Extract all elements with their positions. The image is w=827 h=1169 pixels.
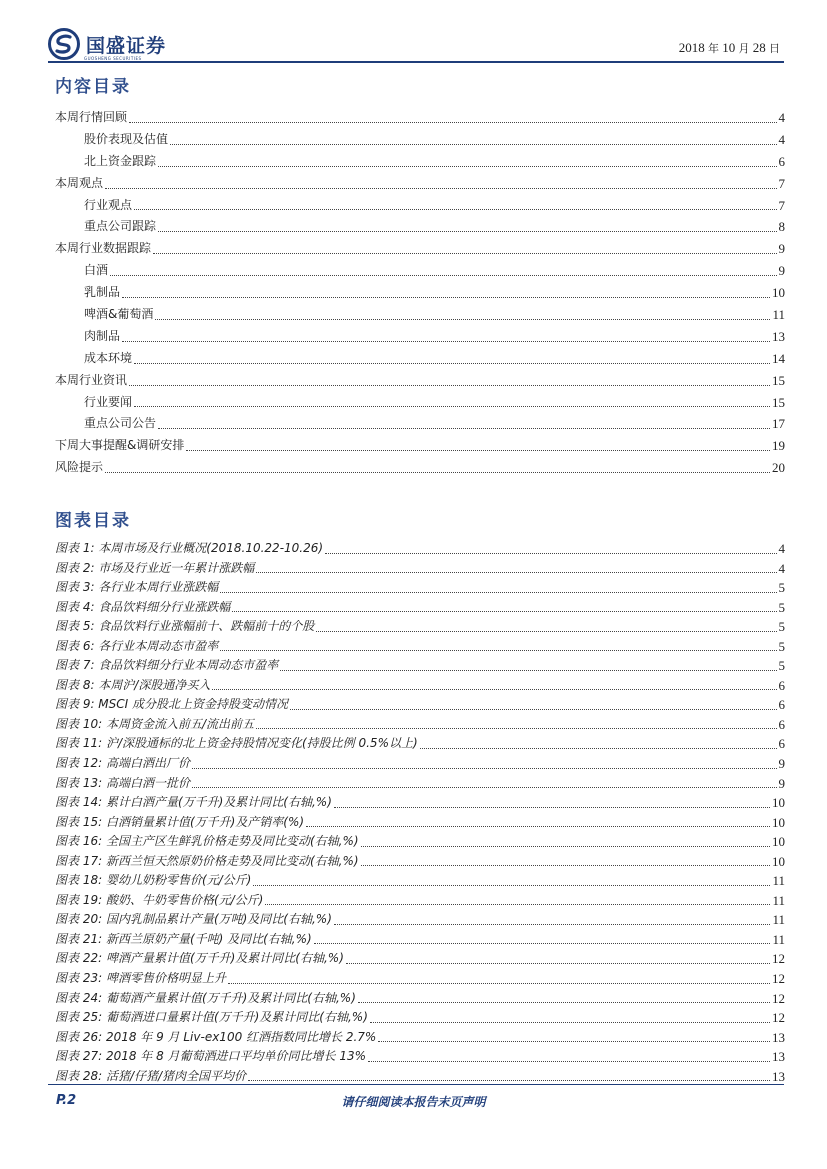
dot-leader	[361, 865, 770, 866]
contents-entry[interactable]	[55, 370, 785, 392]
figure-entry-label: 图表 1: 本周市场及行业概况(2018.10.22-10.26)	[55, 541, 324, 555]
figure-entry-page: 5	[778, 599, 785, 615]
dot-leader	[129, 122, 776, 123]
figure-entry[interactable]	[55, 891, 785, 911]
header-rule	[48, 61, 784, 63]
footer-rule	[48, 1084, 784, 1085]
figure-entry-page: 4	[778, 541, 785, 556]
figure-entry[interactable]	[55, 989, 785, 1009]
figure-entry-page: 11	[772, 912, 785, 928]
dot-leader	[346, 963, 770, 964]
figure-entry-page: 12	[772, 990, 785, 1006]
figure-entry-label: 图表 19: 酸奶、牛奶零售价格(元/公斤)	[55, 892, 264, 907]
figure-entry-page: 12	[772, 1010, 785, 1026]
dot-leader	[155, 319, 770, 320]
contents-entry[interactable]	[55, 304, 785, 326]
contents-entry[interactable]	[55, 195, 785, 217]
figure-entry-label: 图表 16: 全国主产区生鲜乳价格走势及同比变动(右轴,%)	[55, 834, 359, 849]
dot-leader	[306, 826, 770, 827]
contents-entry-label: 行业观点	[84, 197, 133, 212]
figure-entry[interactable]	[55, 813, 785, 833]
dot-leader	[220, 650, 776, 651]
contents-entry[interactable]	[55, 107, 785, 129]
figure-entry-label: 图表 26: 2018 年 9 月 Liv-ex100 红酒指数同比增长 2.7%	[55, 1029, 377, 1044]
dot-leader	[253, 885, 770, 886]
contents-entry-page: 15	[772, 394, 785, 410]
figure-entry-label: 图表 22: 啤酒产量累计值(万千升)及累计同比(右轴,%)	[55, 951, 344, 966]
figure-entry-page: 6	[778, 736, 785, 752]
contents-entry-page: 8	[778, 219, 785, 235]
dot-leader	[265, 904, 770, 905]
contents-entry[interactable]	[55, 413, 785, 435]
dot-leader	[158, 428, 770, 429]
figure-entry-page: 12	[772, 951, 785, 967]
contents-entry[interactable]	[55, 151, 785, 173]
figure-entry-label: 图表 27: 2018 年 8 月葡萄酒进口平均单价同比增长 13%	[55, 1049, 367, 1064]
dot-leader	[158, 231, 776, 232]
figure-entry-label: 图表 8: 本周沪/深股通净买入	[55, 677, 211, 692]
figure-entry-page: 11	[772, 892, 785, 908]
figure-entry[interactable]	[55, 930, 785, 950]
report-date: 2018 年 10 月 28 日	[678, 40, 780, 55]
figure-entry-label: 图表 11: 沪/深股通标的北上资金持股情况变化(持股比例 0.5%以上)	[55, 736, 418, 751]
dot-leader	[105, 472, 770, 473]
dot-leader	[122, 341, 770, 342]
figure-entry-label: 图表 7: 食品饮料细分行业本周动态市盈率	[55, 658, 279, 673]
page-header	[48, 26, 784, 62]
contents-title: 内容目录	[55, 77, 131, 97]
figure-entry-label: 图表 2: 市场及行业近一年累计涨跌幅	[55, 560, 255, 575]
contents-entry-page: 4	[778, 109, 785, 125]
figure-entry[interactable]	[55, 871, 785, 891]
dot-leader	[122, 297, 770, 298]
contents-entry-label: 股价表现及估值	[84, 131, 169, 146]
contents-entry-page: 19	[772, 438, 785, 454]
dot-leader	[334, 807, 770, 808]
brand-name: 国盛证券	[86, 34, 167, 57]
contents-entry-label: 本周行业资讯	[55, 372, 128, 387]
dot-leader	[378, 1041, 770, 1042]
figure-entry-page: 10	[772, 814, 785, 830]
brand-subtitle: GUOSHENG SECURITIES	[84, 56, 142, 61]
dot-leader	[170, 144, 776, 145]
contents-entry-page: 15	[772, 372, 785, 388]
dot-leader	[316, 631, 776, 632]
dot-leader	[192, 768, 777, 769]
figure-entry[interactable]	[55, 539, 785, 559]
figure-entry-page: 12	[772, 971, 785, 987]
contents-entry-label: 重点公司公告	[84, 416, 157, 431]
figure-entry-page: 9	[778, 775, 785, 791]
contents-entry-label: 乳制品	[84, 285, 121, 300]
figure-entry-page: 10	[772, 853, 785, 869]
guosheng-logo-icon	[48, 28, 80, 60]
figure-entry-page: 11	[772, 873, 785, 889]
contents-entry[interactable]	[55, 282, 785, 304]
figure-entry[interactable]	[55, 637, 785, 657]
figure-entry-page: 6	[778, 697, 785, 713]
figure-entry-page: 5	[778, 638, 785, 654]
figure-entry-page: 6	[778, 677, 785, 693]
contents-entry[interactable]	[55, 348, 785, 370]
figure-entry-label: 图表 3: 各行业本周行业涨跌幅	[55, 580, 219, 595]
contents-entry-label: 白酒	[84, 263, 109, 278]
figure-entry-label: 图表 21: 新西兰原奶产量(千吨) 及同比(右轴,%)	[55, 931, 312, 946]
contents-entry[interactable]	[55, 392, 785, 414]
figure-entry[interactable]	[55, 695, 785, 715]
figure-entry[interactable]	[55, 559, 785, 579]
contents-entry-label: 肉制品	[84, 328, 121, 343]
figure-entry-label: 图表 13: 高端白酒一批价	[55, 775, 190, 790]
figure-entry-label: 图表 12: 高端白酒出厂价	[55, 756, 190, 771]
contents-entry-page: 10	[772, 285, 785, 301]
figure-entry-label: 图表 18: 婴幼儿奶粉零售价(元/公斤)	[55, 873, 252, 888]
contents-entry-page: 7	[778, 175, 785, 191]
figure-entry-label: 图表 25: 葡萄酒进口量累计值(万千升)及累计同比(右轴,%)	[55, 1010, 368, 1025]
contents-entry[interactable]	[55, 129, 785, 151]
contents-entry-page: 14	[772, 350, 785, 366]
figure-entry-page: 10	[772, 795, 785, 811]
contents-entry-label: 本周观点	[55, 175, 104, 190]
contents-entry-page: 17	[772, 416, 785, 432]
figure-entry-page: 4	[778, 560, 785, 576]
figure-entry-page: 6	[778, 716, 785, 732]
dot-leader	[368, 1061, 770, 1062]
dot-leader	[232, 611, 776, 612]
figure-entry[interactable]	[55, 715, 785, 735]
figure-entry-page: 13	[772, 1049, 785, 1065]
contents-entry-label: 成本环境	[84, 350, 133, 365]
contents-entry-page: 6	[778, 153, 785, 169]
dot-leader	[256, 572, 776, 573]
figure-entry[interactable]	[55, 617, 785, 637]
dot-leader	[290, 709, 776, 710]
figure-entry[interactable]	[55, 793, 785, 813]
figure-entry[interactable]	[55, 656, 785, 676]
figure-entry-label: 图表 9: MSCI 成分股北上资金持股变动情况	[55, 697, 289, 712]
contents-entry-page: 4	[778, 131, 785, 147]
figure-entry[interactable]	[55, 676, 785, 696]
figure-entry[interactable]	[55, 852, 785, 872]
figure-entry[interactable]	[55, 832, 785, 852]
figure-entry[interactable]	[55, 1047, 785, 1067]
figure-entry-label: 图表 20: 国内乳制品累计产量(万吨)及同比(右轴,%)	[55, 912, 332, 927]
dot-leader	[358, 1002, 770, 1003]
dot-leader	[134, 209, 776, 210]
figure-entry[interactable]	[55, 910, 785, 930]
contents-list	[55, 107, 785, 479]
contents-entry-page: 13	[772, 328, 785, 344]
dot-leader	[325, 553, 776, 554]
figure-entry-label: 图表 10: 本周资金流入前五/流出前五	[55, 716, 254, 731]
contents-entry-label: 本周行情回顾	[55, 109, 128, 124]
dot-leader	[361, 846, 770, 847]
contents-entry-page: 20	[772, 460, 785, 476]
dot-leader	[314, 943, 771, 944]
dot-leader	[192, 787, 777, 788]
dot-leader	[370, 1022, 770, 1023]
dot-leader	[212, 689, 776, 690]
dot-leader	[105, 188, 776, 189]
dot-leader	[158, 166, 776, 167]
contents-entry[interactable]	[55, 216, 785, 238]
contents-entry[interactable]	[55, 173, 785, 195]
contents-entry[interactable]	[55, 326, 785, 348]
dot-leader	[134, 363, 770, 364]
figure-entry-page: 11	[772, 931, 785, 947]
figure-entry-label: 图表 5: 食品饮料行业涨幅前十、跌幅前十的个股	[55, 619, 315, 634]
dot-leader	[134, 406, 770, 407]
figure-entry-page: 10	[772, 834, 785, 850]
contents-entry[interactable]	[55, 457, 785, 479]
figures-list	[55, 539, 785, 1086]
figure-entry-page: 5	[778, 658, 785, 674]
figure-entry-page: 13	[772, 1068, 785, 1084]
dot-leader	[186, 450, 770, 451]
disclaimer-note: 请仔细阅读本报告末页声明	[341, 1095, 486, 1109]
dot-leader	[228, 983, 770, 984]
figure-entry[interactable]	[55, 1008, 785, 1028]
dot-leader	[110, 275, 776, 276]
figure-entry-label: 图表 4: 食品饮料细分行业涨跌幅	[55, 599, 231, 614]
dot-leader	[420, 748, 777, 749]
contents-entry-label: 啤酒&葡萄酒	[84, 307, 154, 321]
contents-entry-label: 重点公司跟踪	[84, 219, 157, 234]
dot-leader	[280, 670, 776, 671]
figure-entry-page: 9	[778, 756, 785, 772]
contents-entry-label: 行业要闻	[84, 394, 133, 409]
figures-title: 图表目录	[55, 511, 131, 531]
figure-entry[interactable]	[55, 969, 785, 989]
contents-entry[interactable]	[55, 238, 785, 260]
figure-entry[interactable]	[55, 1028, 785, 1048]
figure-entry-page: 5	[778, 619, 785, 635]
figure-entry[interactable]	[55, 598, 785, 618]
figure-entry-label: 图表 28: 活猪/仔猪/猪肉全国平均价	[55, 1068, 247, 1083]
contents-entry-page: 7	[778, 197, 785, 213]
figure-entry[interactable]	[55, 754, 785, 774]
contents-entry-label: 下周大事提醒&调研安排	[55, 438, 185, 453]
dot-leader	[256, 728, 777, 729]
dot-leader	[129, 385, 770, 386]
figure-entry-label: 图表 14: 累计白酒产量(万千升)及累计同比(右轴,%)	[55, 795, 332, 810]
figure-entry[interactable]	[55, 949, 785, 969]
contents-entry[interactable]	[55, 435, 785, 457]
dot-leader	[248, 1080, 770, 1081]
figure-entry[interactable]	[55, 774, 785, 794]
figure-entry-label: 图表 23: 啤酒零售价格明显上升	[55, 971, 226, 986]
dot-leader	[153, 253, 776, 254]
figure-entry-label: 图表 6: 各行业本周动态市盈率	[55, 638, 219, 653]
figure-entry-label: 图表 24: 葡萄酒产量累计值(万千升)及累计同比(右轴,%)	[55, 990, 356, 1005]
figure-entry-label: 图表 17: 新西兰恒天然原奶价格走势及同比变动(右轴,%)	[55, 853, 359, 868]
contents-entry-label: 北上资金跟踪	[84, 153, 157, 168]
dot-leader	[220, 592, 776, 593]
contents-entry-page: 9	[778, 263, 785, 279]
contents-entry-page: 11	[772, 307, 785, 322]
contents-entry-label: 本周行业数据跟踪	[55, 241, 152, 256]
figure-entry-page: 5	[778, 580, 785, 596]
dot-leader	[334, 924, 771, 925]
figure-entry-label: 图表 15: 白酒销量累计值(万千升)及产销率(%)	[55, 814, 305, 829]
contents-entry-page: 9	[778, 241, 785, 257]
page-number: P.2	[56, 1093, 77, 1108]
contents-entry[interactable]	[55, 260, 785, 282]
figure-entry-page: 13	[772, 1029, 785, 1045]
figure-entry[interactable]	[55, 578, 785, 598]
contents-entry-label: 风险提示	[55, 460, 104, 475]
figure-entry[interactable]	[55, 734, 785, 754]
